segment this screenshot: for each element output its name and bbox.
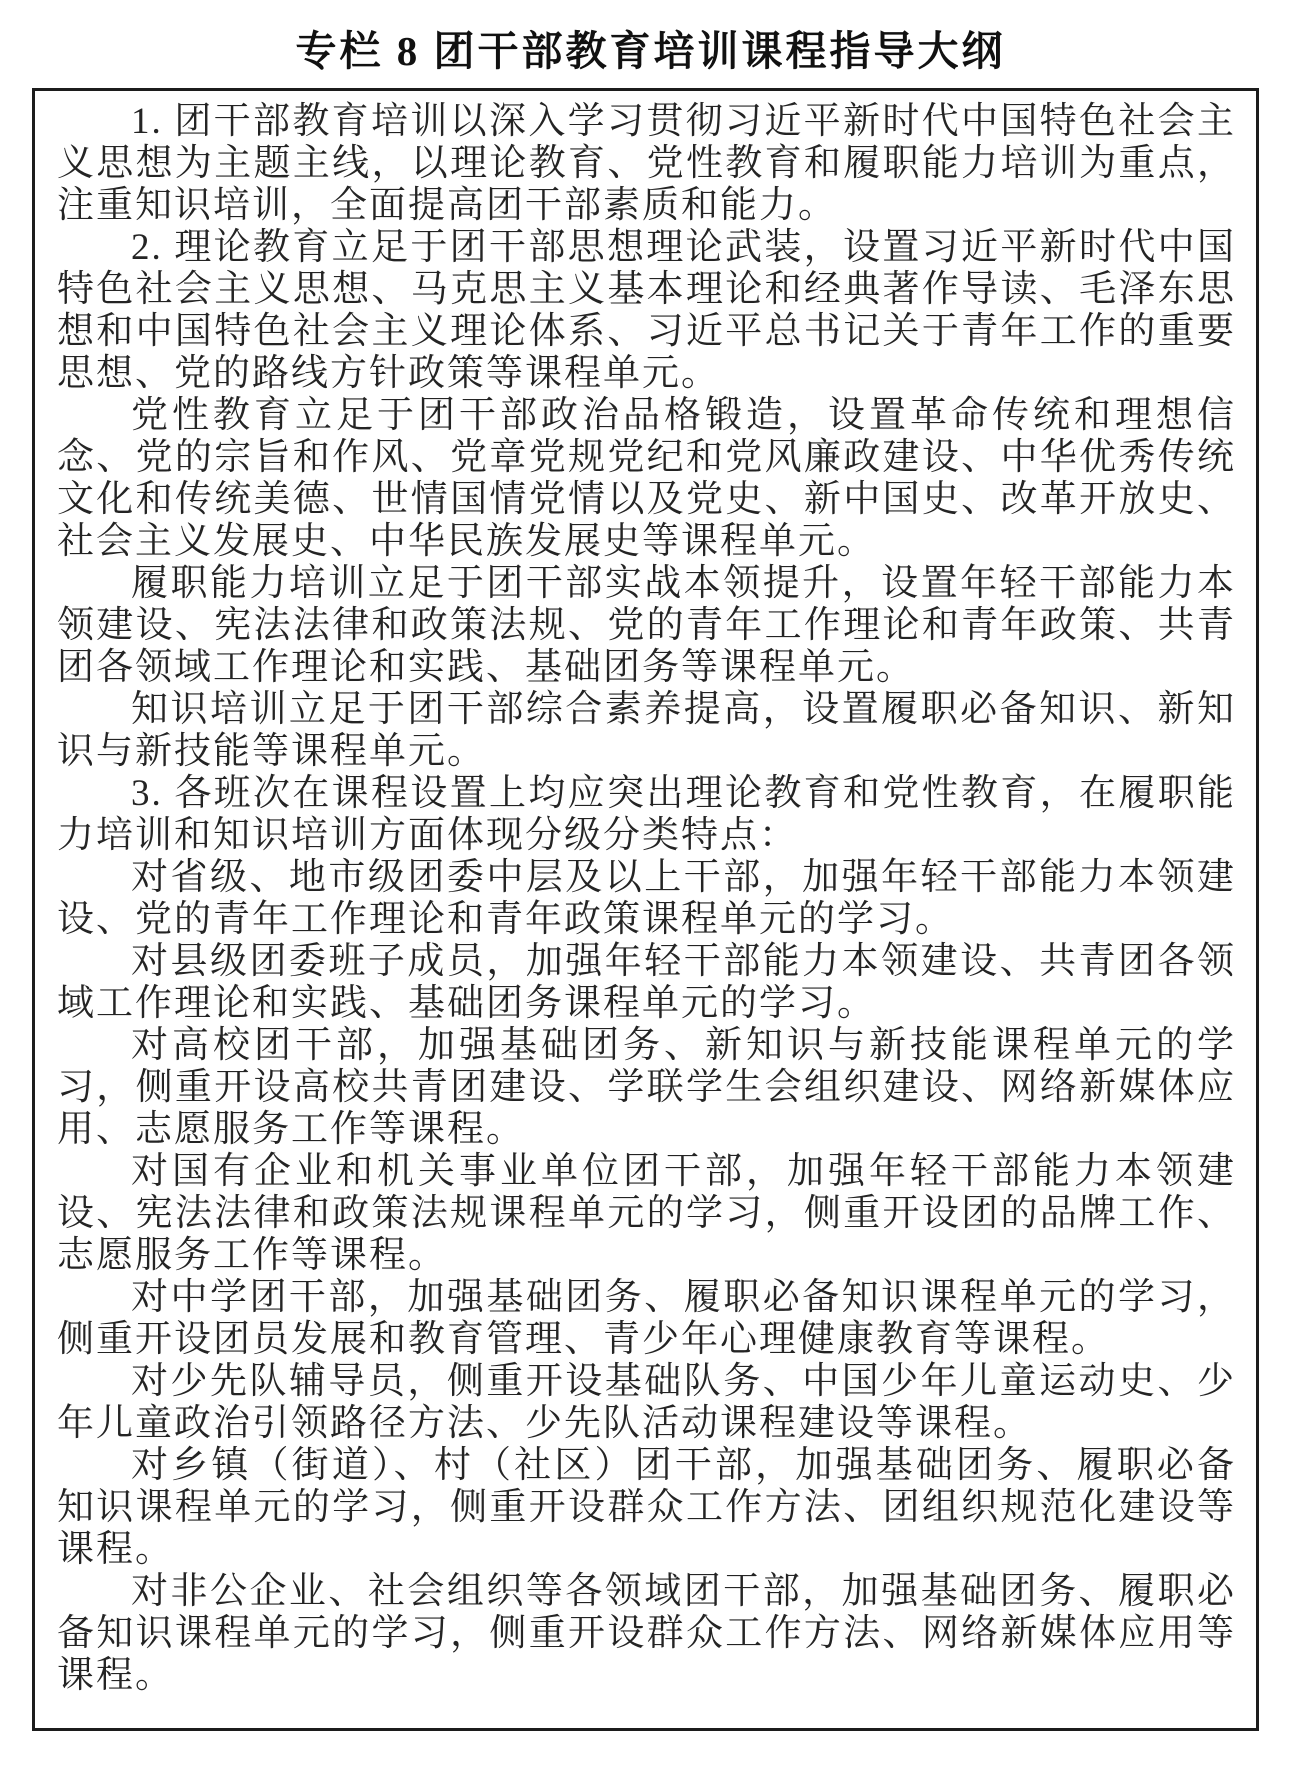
paragraph-6: 3. 各班次在课程设置上均应突出理论教育和党性教育，在履职能力培训和知识培训方面体现分级分类特点：: [57, 773, 1236, 856]
content-box: [32, 88, 1259, 1731]
paragraph-5: 知识培训立足于团干部综合素养提高，设置履职必备知识、新知识与新技能等课程单元。: [57, 689, 1236, 772]
paragraph-2: 2. 理论教育立足于团干部思想理论武装，设置习近平新时代中国特色社会主义思想、马克思主义基本理论和经典著作导读、毛泽东思想和中国特色社会主义理论体系、习近平总书记关于青年工作的重要思想、党的路线方针政策等课程单元。: [57, 227, 1236, 394]
paragraph-8: 对县级团委班子成员，加强年轻干部能力本领建设、共青团各领域工作理论和实践、基础团务课程单元的学习。: [57, 941, 1236, 1024]
paragraph-1: 1. 团干部教育培训以深入学习贯彻习近平新时代中国特色社会主义思想为主题主线，以理论教育、党性教育和履职能力培训为重点，注重知识培训，全面提高团干部素质和能力。: [57, 101, 1236, 226]
paragraph-7: 对省级、地市级团委中层及以上干部，加强年轻干部能力本领建设、党的青年工作理论和青年政策课程单元的学习。: [57, 857, 1236, 940]
paragraph-11: 对中学团干部，加强基础团务、履职必备知识课程单元的学习，侧重开设团员发展和教育管理、青少年心理健康教育等课程。: [57, 1277, 1236, 1360]
paragraph-13: 对乡镇（街道）、村（社区）团干部，加强基础团务、履职必备知识课程单元的学习，侧重开设群众工作方法、团组织规范化建设等课程。: [57, 1445, 1236, 1570]
paragraph-10: 对国有企业和机关事业单位团干部，加强年轻干部能力本领建设、宪法法律和政策法规课程单元的学习，侧重开设团的品牌工作、志愿服务工作等课程。: [57, 1151, 1236, 1276]
page-title: 专栏 8 团干部教育培训课程指导大纲: [295, 28, 1006, 74]
paragraph-12: 对少先队辅导员，侧重开设基础队务、中国少年儿童运动史、少年儿童政治引领路径方法、少先队活动课程建设等课程。: [57, 1361, 1236, 1444]
paragraph-4: 履职能力培训立足于团干部实战本领提升，设置年轻干部能力本领建设、宪法法律和政策法规、党的青年工作理论和青年政策、共青团各领域工作理论和实践、基础团务等课程单元。: [57, 563, 1236, 688]
paragraph-3: 党性教育立足于团干部政治品格锻造，设置革命传统和理想信念、党的宗旨和作风、党章党规党纪和党风廉政建设、中华优秀传统文化和传统美德、世情国情党情以及党史、新中国史、改革开放史、社会主义发展史、中华民族发展史等课程单元。: [57, 395, 1236, 562]
paragraph-14: 对非公企业、社会组织等各领域团干部，加强基础团务、履职必备知识课程单元的学习，侧重开设群众工作方法、网络新媒体应用等课程。: [57, 1571, 1236, 1696]
paragraph-9: 对高校团干部，加强基础团务、新知识与新技能课程单元的学习，侧重开设高校共青团建设、学联学生会组织建设、网络新媒体应用、志愿服务工作等课程。: [57, 1025, 1236, 1150]
